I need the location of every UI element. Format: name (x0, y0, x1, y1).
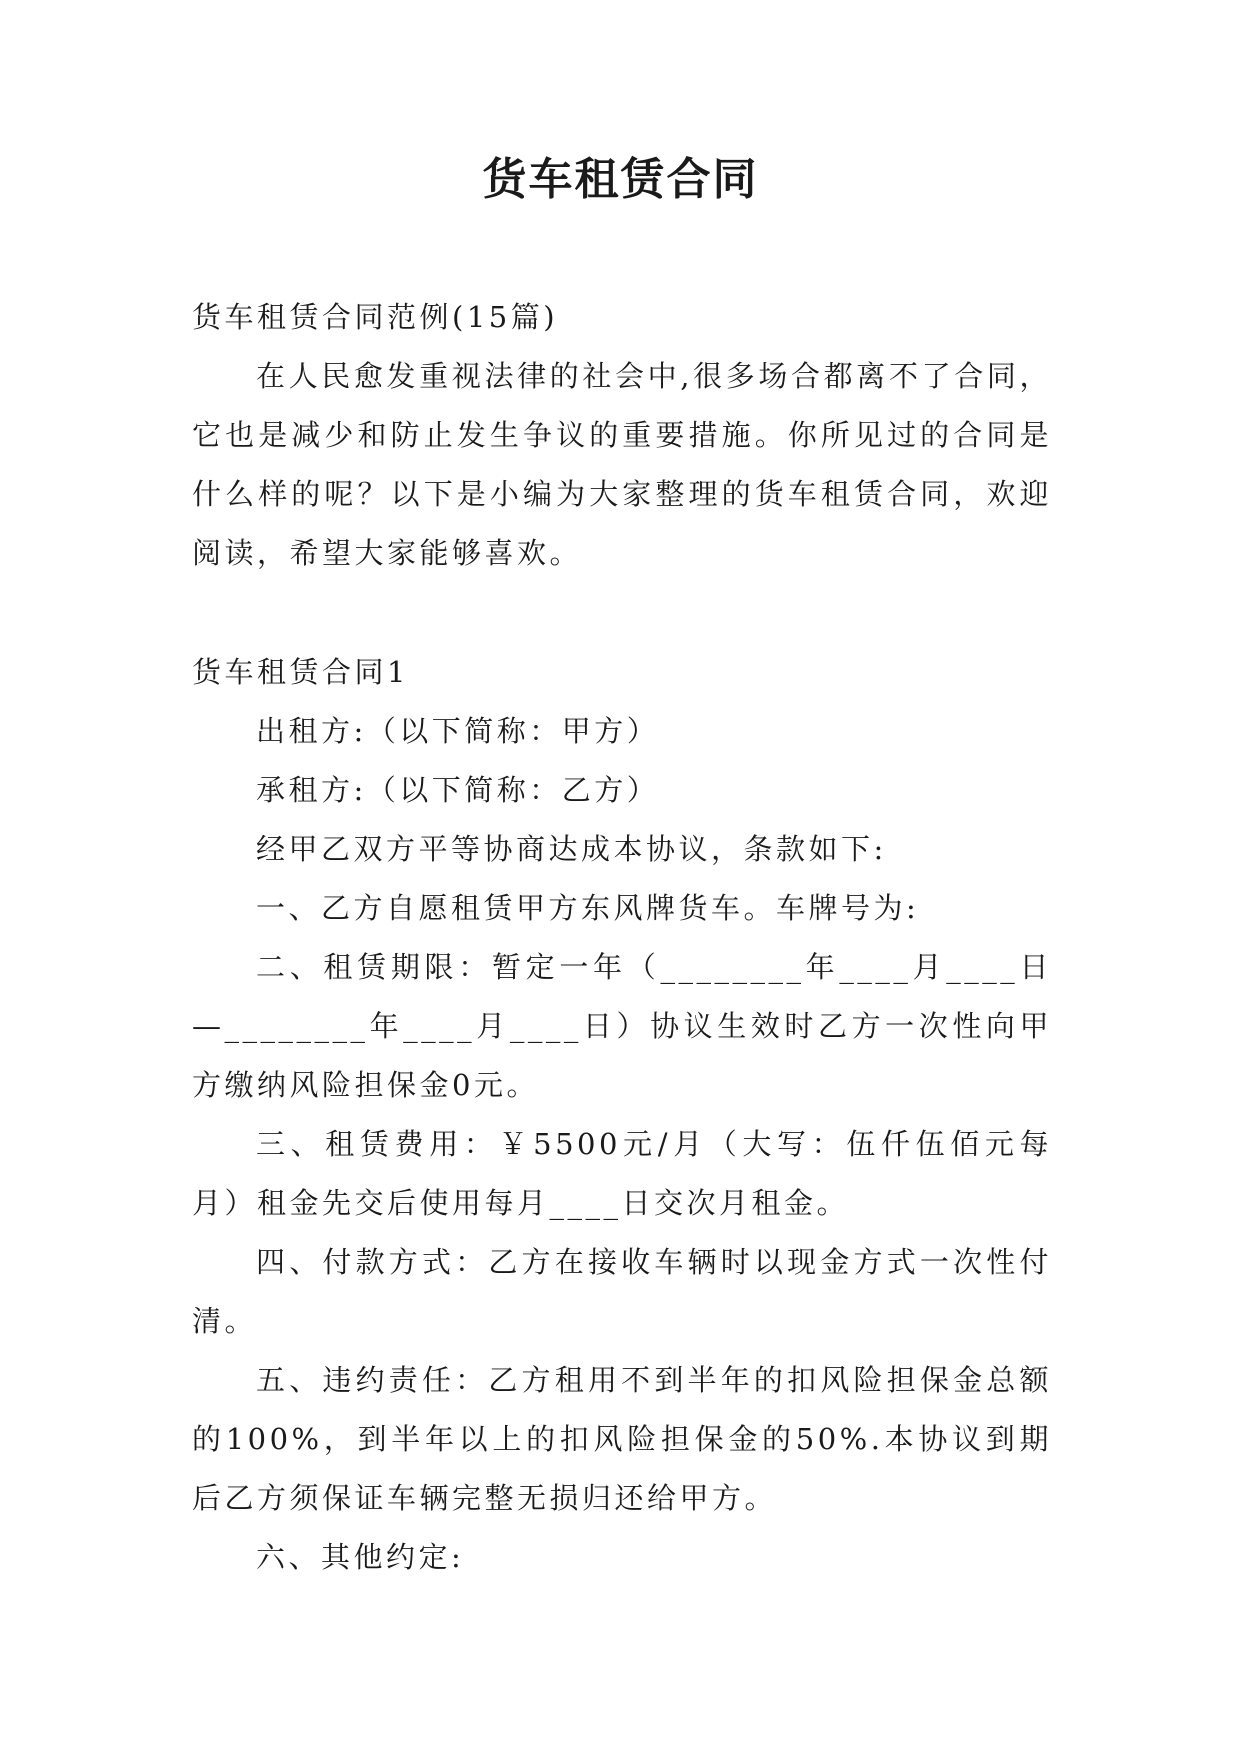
lessor-line: 出租方:（以下简称：甲方） (256, 714, 660, 748)
document-body (192, 288, 1052, 1587)
clause-4: 四、付款方式：乙方在接收车辆时以现金方式一次性付清。 (192, 1245, 1052, 1338)
clause-2: 二、租赁期限：暂定一年（________年____月____日—________年____月____日）协议生效时乙方一次性向甲方缴纳风险担保金0元。 (192, 950, 1052, 1102)
clause-5: 五、违约责任：乙方租用不到半年的扣风险担保金总额的100%，到半年以上的扣风险担保金的50%.本协议到期后乙方须保证车辆完整无损归还给甲方。 (192, 1363, 1052, 1515)
clause-6: 六、其他约定: (256, 1540, 465, 1574)
document-subtitle: 货车租赁合同范例(15篇) (192, 300, 559, 334)
section-heading: 货车租赁合同1 (192, 655, 409, 689)
clause-1: 一、乙方自愿租赁甲方东风牌货车。车牌号为: (256, 891, 920, 925)
intro-paragraph: 在人民愈发重视法律的社会中,很多场合都离不了合同，它也是减少和防止发生争议的重要措施。你所见过的合同是什么样的呢？以下是小编为大家整理的货车租赁合同，欢迎阅读，希望大家能够喜欢。 (192, 359, 1052, 570)
agreement-intro: 经甲乙双方平等协商达成本协议，条款如下: (256, 832, 887, 866)
document-title: 货车租赁合同 (482, 154, 759, 205)
lessee-line: 承租方:（以下简称：乙方） (256, 773, 660, 807)
clause-3: 三、租赁费用：￥5500元/月（大写：伍仟伍佰元每月）租金先交后使用每月____日交次月租金。 (192, 1127, 1052, 1220)
